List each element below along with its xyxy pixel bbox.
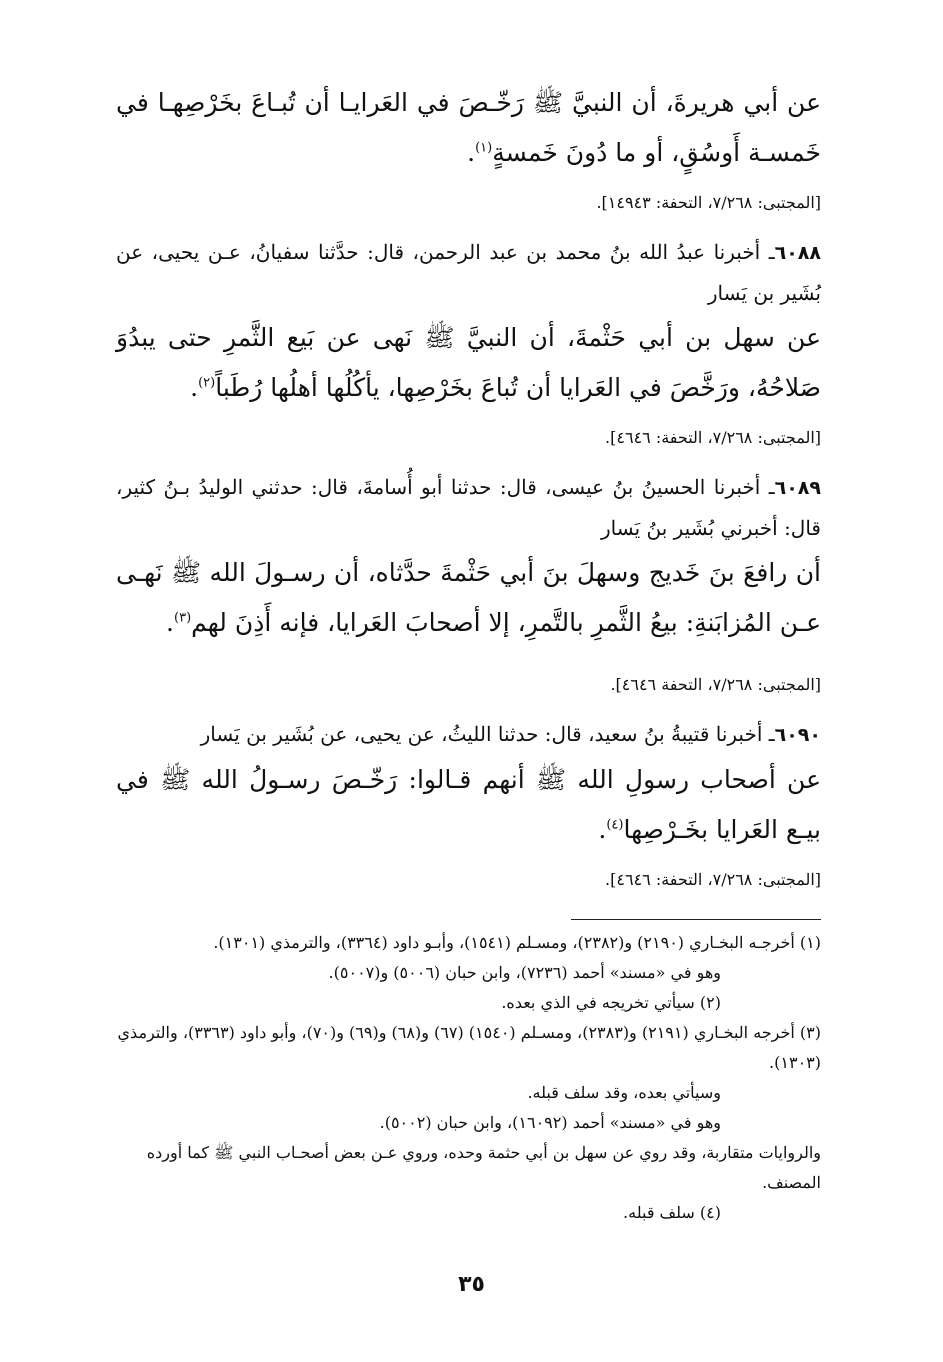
hadith-source: [المجتبى: ٧/٢٦٨، التحفة ٤٦٤٦]. <box>610 675 821 694</box>
footnotes <box>116 928 821 1228</box>
hadith-isnad: ٦٠٨٩ـ أخبرنا الحسينُ بنُ عيسى، قال: حدثنا أبو أُسامةَ، قال: حدثني الوليدُ بـنُ كثير، قال: أخبرني بُشَير بنُ يَسار <box>116 475 821 540</box>
footnote-ref: (٤) <box>606 817 624 833</box>
hadith-matn: عن أبي هريرةَ، أن النبيَّ ﷺ رَخّـصَ في العَرايـا أن تُبـاعَ بخَرْصِهـا في خَمسـة أَوسُقٍ، أو ما دُونَ خَمسةٍ$^{(١)}$. <box>116 88 821 167</box>
hadith-number: ٦٠٨٩ <box>774 477 821 499</box>
hadith-source: [المجتبى: ٧/٢٦٨، التحفة: ١٤٩٤٣]. <box>596 193 821 212</box>
hadith-number: ٦٠٩٠ <box>774 724 821 746</box>
hadith-isnad: ٦٠٩٠ـ أخبرنا قتيبةُ بنُ سعيد، قال: حدثنا الليثُ، عن يحيى، عن بُشَير بن يَسار <box>200 722 821 746</box>
hadith-matn: أن رافعَ بنَ خَديج وسهلَ بنَ أبي حَثْمةَ حدَّثاه، أن رسـولَ الله ﷺ نَهـى عـن المُزابَنةِ: بيعُ الثَّمرِ بالتَّمرِ، إلا أصحابَ العَرايا، فإنه أَذِنَ لهم$^{(٣)}$. <box>116 558 821 637</box>
footnote: (١) أخرجـه البخـاري (٢١٩٠) و(٢٣٨٢)، ومسـلم (١٥٤١)، وأبـو داود (٣٣٦٤)، والترمذي (١٣٠١). <box>213 933 821 952</box>
hadith-source: [المجتبى: ٧/٢٦٨، التحفة: ٤٦٤٦]. <box>605 870 821 889</box>
footnote: وسيأتي بعده، وقد سلف قبله. <box>527 1083 721 1102</box>
hadith-isnad: ٦٠٨٨ـ أخبرنا عبدُ الله بنُ محمد بن عبد الرحمن، قال: حدَّثنا سفيانُ، عـن يحيى، عن بُشَير بن يَسار <box>116 240 821 305</box>
footnote: وهو في «مسند» أحمد (٧٢٣٦)، وابن حبان (٥٠٠٦) و(٥٠٠٧). <box>328 963 721 982</box>
hadith-source: [المجتبى: ٧/٢٦٨، التحفة: ٤٦٤٦]. <box>605 428 821 447</box>
footnote-ref: (١) <box>475 140 493 156</box>
hadith-matn: عن أصحاب رسولِ الله ﷺ أنهم قـالوا: رَخّـصَ رسـولُ الله ﷺ في بيـع العَرايا بخَـرْصِها$^{(٤)}$. <box>116 765 821 844</box>
footnote: (٤) سلف قبله. <box>623 1203 721 1222</box>
hadith-number: ٦٠٨٨ <box>774 242 821 264</box>
footnote-divider <box>571 919 821 920</box>
page-number: ٣٥ <box>458 1272 485 1297</box>
footnote: (٢) سيأتي تخريجه في الذي بعده. <box>501 993 721 1012</box>
page-content <box>116 78 821 1228</box>
footnote-ref: (٢) <box>198 375 216 391</box>
footnote: والروايات متقاربة، وقد روي عن سهل بن أبي حثمة وحده، وروي عـن بعض أصحـاب النبي ﷺ كما أورده المصنف. <box>146 1143 821 1192</box>
footnote: (٣) أخرجه البخـاري (٢١٩١) و(٢٣٨٣)، ومسـلم (١٥٤٠) (٦٧) و(٦٨) و(٦٩) و(٧٠)، وأبو داود (٣٣٦٣)، والترمذي (١٣٠٣). <box>117 1023 821 1072</box>
footnote: وهو في «مسند» أحمد (١٦٠٩٢)، وابن حبان (٥٠٠٢). <box>379 1113 721 1132</box>
hadith-matn: عن سهل بن أبي حَثْمةَ، أن النبيَّ ﷺ نَهى عن بَيع الثَّمرِ حتى يبدُوَ صَلاحُهُ، ورَخَّصَ في العَرايا أن تُباعَ بخَرْصِها، يأكُلُها أهلُها رُطَباً$^{(٢)}$. <box>116 323 821 402</box>
footnote-ref: (٣) <box>174 610 192 626</box>
